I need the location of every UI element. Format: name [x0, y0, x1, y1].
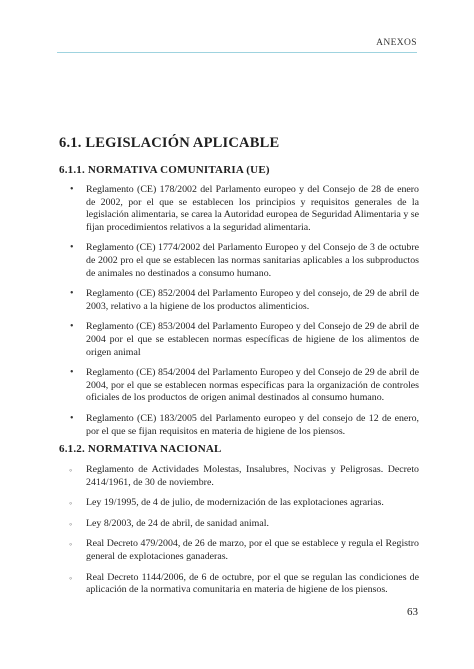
subsection-title-nacional: 6.1.2. NORMATIVA NACIONAL [59, 443, 222, 455]
list-item [68, 321, 419, 359]
section-title: 6.1. LEGISLACIÓN APLICABLE [59, 135, 280, 151]
list-item-text: Reglamento (CE) 852/2004 del Parlamento Europeo y del consejo, de 29 de abril de 2003, relativo a la higiene de los productos alimenticios. [86, 288, 419, 312]
list-item [68, 497, 419, 510]
list-item [68, 367, 419, 405]
list-item [68, 288, 419, 313]
bullet-icon: ◦ [69, 572, 73, 583]
bullet-icon: • [70, 288, 74, 300]
header-divider [57, 52, 417, 53]
subsection-title-comunitaria: 6.1.1. NORMATIVA COMUNITARIA (UE) [59, 164, 270, 176]
list-item-text: Reglamento (CE) 853/2004 del Parlamento Europeo y del Consejo de 29 de abril de 2004 por el que se establecen normas específicas de higiene de los alimentos de origen animal [86, 321, 419, 358]
page-number: 63 [407, 606, 418, 618]
list-item-text: Reglamento de Actividades Molestas, Insalubres, Nocivas y Peligrosas. Decreto 2414/1961, de 30 de noviembre. [86, 464, 419, 488]
list-item-text: Reglamento (CE) 178/2002 del Parlamento europeo y del Consejo de 28 de enero de 2002, por el que se establecen los principios y requisitos generales de la legislación alimentaria, se carea la Autoridad europea de Seguridad Alimentaria y se fijan procedimientos relativos a la seguridad alimentaria. [86, 184, 419, 233]
list-item [68, 184, 419, 234]
list-item-text: Reglamento (CE) 854/2004 del Parlamento Europeo y del Consejo de 29 de abril de 2004, por el que se establecen normas específicas para la organización de controles oficiales de los productos de origen animal destinados al consumo humano. [86, 367, 419, 404]
bullet-icon: ◦ [69, 539, 73, 550]
list-item-text: Ley 8/2003, de 24 de abril, de sanidad animal. [86, 517, 269, 529]
list-item [68, 572, 419, 597]
bullet-icon: • [70, 367, 74, 379]
bullet-icon: • [70, 412, 74, 424]
list-item-text: Real Decreto 479/2004, de 26 de marzo, por el que se establece y regula el Registro general de explotaciones ganaderas. [86, 538, 419, 562]
bullet-icon: ◦ [69, 518, 73, 529]
list-item-text: Reglamento (CE) 183/2005 del Parlamento europeo y del consejo de 12 de enero, por el que se fijan requisitos en materia de higiene de los piensos. [86, 412, 419, 437]
regulation-list-nacional [68, 464, 419, 605]
list-item [68, 538, 419, 563]
running-header: ANEXOS [376, 38, 417, 48]
bullet-icon: ◦ [69, 465, 73, 475]
list-item-text: Real Decreto 1144/2006, de 6 de octubre, por el que se regulan las condiciones de aplicación de la normativa comunitaria en materia de higiene de los piensos. [86, 571, 419, 596]
list-item [68, 518, 419, 531]
regulation-list-comunitaria [68, 184, 419, 446]
list-item [68, 464, 419, 489]
bullet-icon: • [70, 184, 74, 195]
bullet-icon: • [70, 242, 74, 254]
list-item [68, 242, 419, 280]
list-item [68, 413, 419, 438]
bullet-icon: • [70, 321, 74, 333]
list-item-text: Ley 19/1995, de 4 de julio, de modernización de las explotaciones agrarias. [86, 497, 384, 509]
bullet-icon: ◦ [69, 498, 73, 509]
list-item-text: Reglamento (CE) 1774/2002 del Parlamento Europeo y del Consejo de 3 de octubre de 2002 pro el que se establecen las normas sanitarias aplicables a los subproductos de animales no destinados a consumo humano. [86, 242, 419, 279]
